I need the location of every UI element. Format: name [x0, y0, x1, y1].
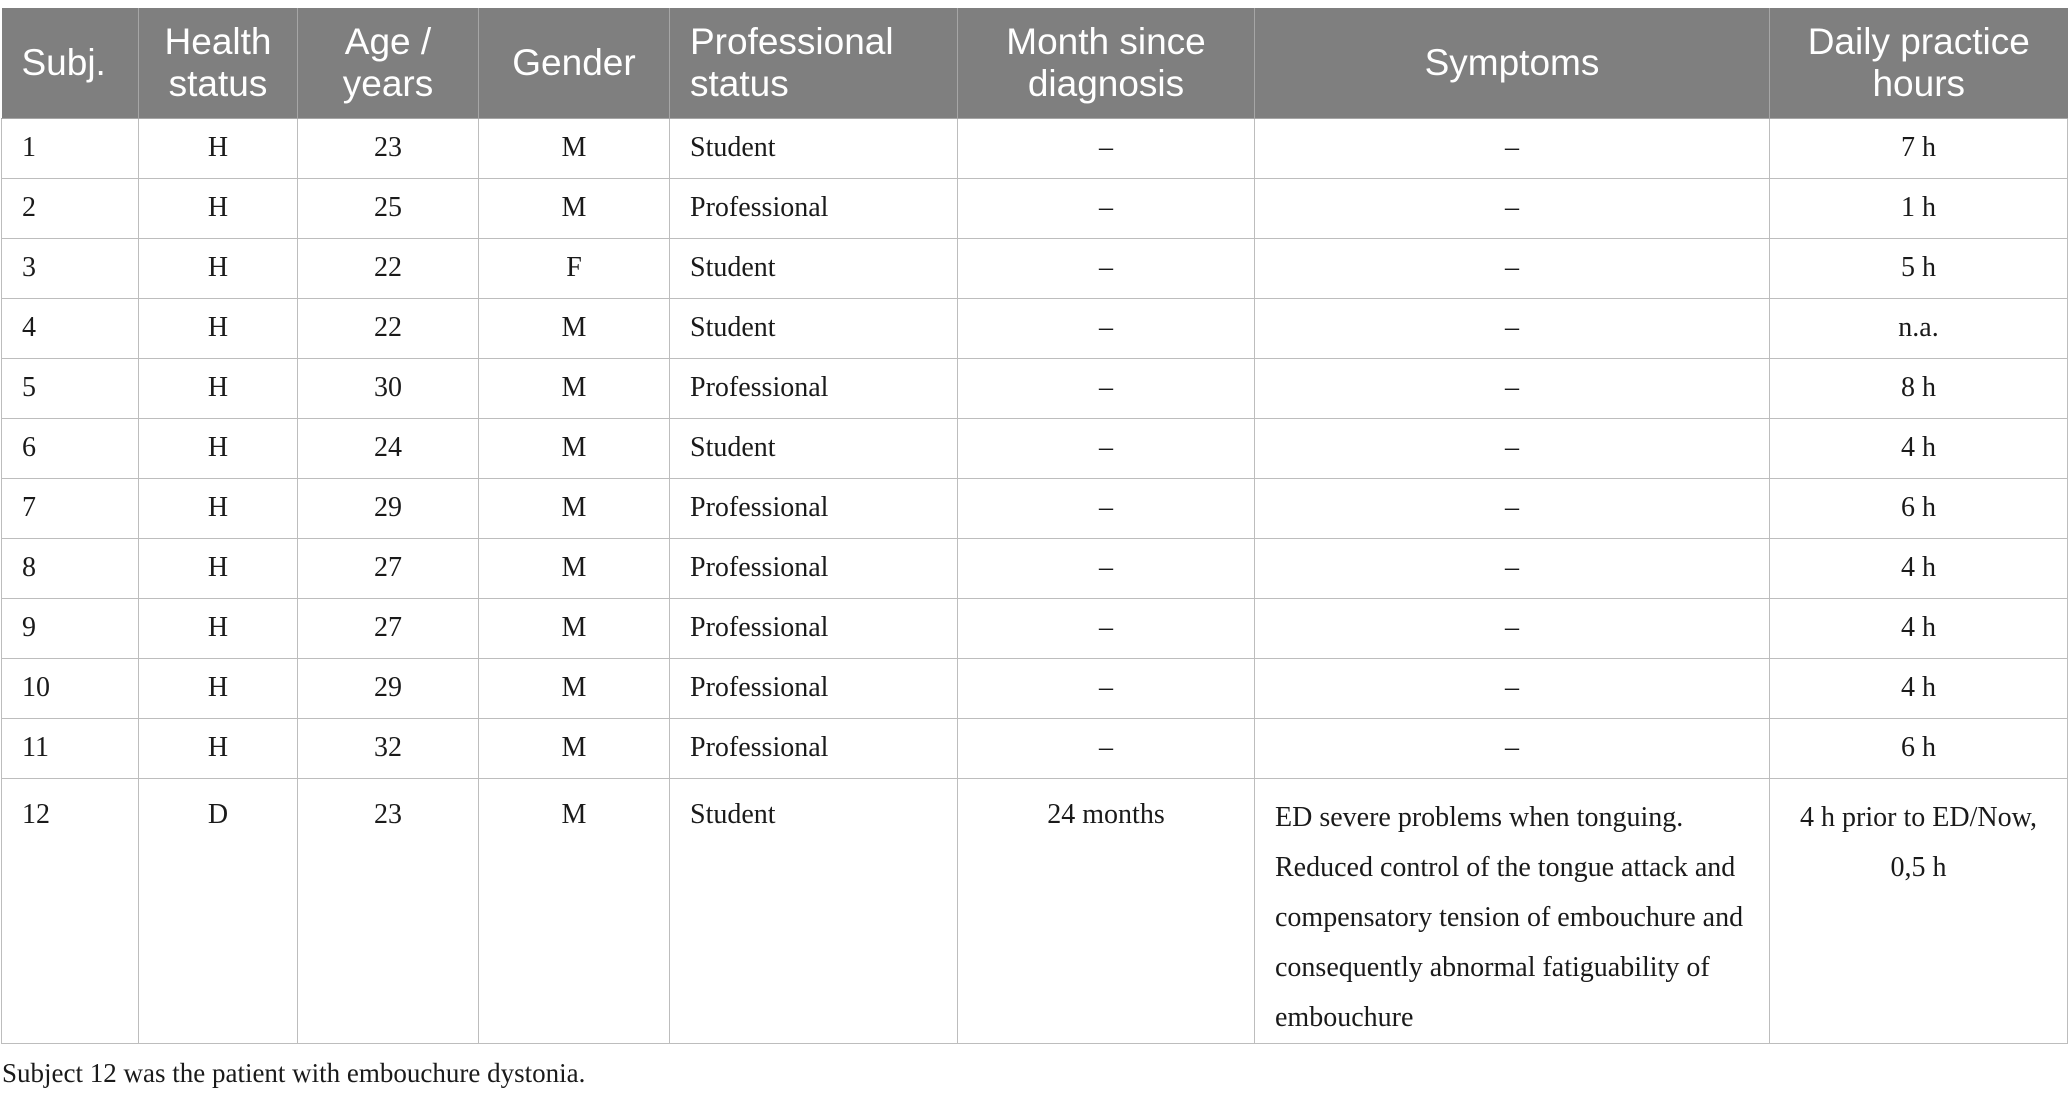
cell-subj: 8: [2, 538, 139, 598]
cell-age: 29: [298, 658, 479, 718]
cell-symptoms: –: [1255, 358, 1770, 418]
cell-gender: M: [479, 358, 670, 418]
cell-professional-status: Student: [670, 238, 958, 298]
cell-symptoms: –: [1255, 718, 1770, 778]
table-row: [2, 238, 2068, 298]
cell-health-status: D: [139, 778, 298, 1043]
cell-age: 22: [298, 238, 479, 298]
cell-age: 24: [298, 418, 479, 478]
cell-month-since-diagnosis: –: [958, 718, 1255, 778]
cell-age: 22: [298, 298, 479, 358]
cell-subj: 11: [2, 718, 139, 778]
cell-symptoms: –: [1255, 598, 1770, 658]
cell-gender: M: [479, 778, 670, 1043]
table-row: [2, 718, 2068, 778]
cell-month-since-diagnosis: –: [958, 238, 1255, 298]
header-daily-practice-hours: Daily practice hours: [1770, 8, 2068, 118]
cell-professional-status: Professional: [670, 358, 958, 418]
cell-professional-status: Professional: [670, 598, 958, 658]
cell-subj: 5: [2, 358, 139, 418]
cell-month-since-diagnosis: –: [958, 418, 1255, 478]
cell-professional-status: Student: [670, 118, 958, 178]
cell-symptoms: –: [1255, 298, 1770, 358]
table-wrapper: [0, 8, 2068, 1089]
cell-health-status: H: [139, 718, 298, 778]
cell-gender: F: [479, 238, 670, 298]
cell-month-since-diagnosis: –: [958, 658, 1255, 718]
cell-professional-status: Professional: [670, 538, 958, 598]
table-row: [2, 178, 2068, 238]
cell-symptoms: –: [1255, 418, 1770, 478]
table-row: [2, 118, 2068, 178]
table-row: [2, 538, 2068, 598]
cell-age: 27: [298, 598, 479, 658]
cell-age: 32: [298, 718, 479, 778]
cell-month-since-diagnosis: –: [958, 538, 1255, 598]
cell-gender: M: [479, 478, 670, 538]
cell-gender: M: [479, 658, 670, 718]
cell-daily-practice-hours: 7 h: [1770, 118, 2068, 178]
header-symptoms: Symptoms: [1255, 8, 1770, 118]
cell-month-since-diagnosis: –: [958, 118, 1255, 178]
cell-daily-practice-hours: 8 h: [1770, 358, 2068, 418]
cell-health-status: H: [139, 118, 298, 178]
cell-daily-practice-hours: 4 h: [1770, 418, 2068, 478]
cell-symptoms: –: [1255, 658, 1770, 718]
cell-gender: M: [479, 298, 670, 358]
cell-health-status: H: [139, 178, 298, 238]
cell-age: 30: [298, 358, 479, 418]
cell-professional-status: Professional: [670, 478, 958, 538]
cell-health-status: H: [139, 538, 298, 598]
cell-daily-practice-hours: 4 h: [1770, 598, 2068, 658]
table-row: [2, 598, 2068, 658]
cell-age: 29: [298, 478, 479, 538]
table-row: [2, 358, 2068, 418]
cell-professional-status: Student: [670, 778, 958, 1043]
cell-subj: 7: [2, 478, 139, 538]
header-gender: Gender: [479, 8, 670, 118]
cell-gender: M: [479, 118, 670, 178]
cell-month-since-diagnosis: –: [958, 298, 1255, 358]
cell-gender: M: [479, 418, 670, 478]
cell-subj: 12: [2, 778, 139, 1043]
header-subj: Subj.: [2, 8, 139, 118]
header-age: Age / years: [298, 8, 479, 118]
cell-symptoms: –: [1255, 178, 1770, 238]
cell-professional-status: Professional: [670, 718, 958, 778]
cell-age: 25: [298, 178, 479, 238]
cell-symptoms: –: [1255, 538, 1770, 598]
cell-subj: 10: [2, 658, 139, 718]
cell-health-status: H: [139, 238, 298, 298]
cell-health-status: H: [139, 658, 298, 718]
header-row: [2, 8, 2068, 118]
cell-gender: M: [479, 538, 670, 598]
cell-daily-practice-hours: 5 h: [1770, 238, 2068, 298]
cell-daily-practice-hours: 4 h: [1770, 538, 2068, 598]
table-footnote: Subject 12 was the patient with embouchure dystonia.: [2, 1057, 586, 1088]
cell-daily-practice-hours: 4 h prior to ED/Now, 0,5 h: [1770, 778, 2068, 1043]
cell-symptoms: –: [1255, 238, 1770, 298]
cell-symptoms: –: [1255, 478, 1770, 538]
header-health-status: Health status: [139, 8, 298, 118]
table-row: [2, 658, 2068, 718]
table-row: [2, 478, 2068, 538]
cell-subj: 6: [2, 418, 139, 478]
cell-symptoms: ED severe problems when tonguing. Reduced control of the tongue attack and compensatory tension of embouchure and consequently abnormal fatiguability of embouchure: [1255, 778, 1770, 1043]
cell-gender: M: [479, 178, 670, 238]
cell-professional-status: Student: [670, 298, 958, 358]
cell-daily-practice-hours: 6 h: [1770, 478, 2068, 538]
cell-daily-practice-hours: n.a.: [1770, 298, 2068, 358]
cell-professional-status: Student: [670, 418, 958, 478]
cell-health-status: H: [139, 598, 298, 658]
cell-professional-status: Professional: [670, 178, 958, 238]
cell-month-since-diagnosis: –: [958, 598, 1255, 658]
cell-professional-status: Professional: [670, 658, 958, 718]
cell-gender: M: [479, 718, 670, 778]
cell-subj: 3: [2, 238, 139, 298]
header-month-since-diagnosis: Month since diagnosis: [958, 8, 1255, 118]
cell-month-since-diagnosis: –: [958, 478, 1255, 538]
cell-subj: 9: [2, 598, 139, 658]
table-row: [2, 778, 2068, 1043]
cell-month-since-diagnosis: –: [958, 178, 1255, 238]
table-row: [2, 298, 2068, 358]
cell-gender: M: [479, 598, 670, 658]
cell-daily-practice-hours: 4 h: [1770, 658, 2068, 718]
subjects-table: [1, 8, 2068, 1044]
cell-age: 23: [298, 778, 479, 1043]
cell-health-status: H: [139, 478, 298, 538]
cell-subj: 1: [2, 118, 139, 178]
cell-daily-practice-hours: 1 h: [1770, 178, 2068, 238]
cell-subj: 4: [2, 298, 139, 358]
cell-daily-practice-hours: 6 h: [1770, 718, 2068, 778]
cell-health-status: H: [139, 418, 298, 478]
table-row: [2, 418, 2068, 478]
cell-health-status: H: [139, 298, 298, 358]
cell-health-status: H: [139, 358, 298, 418]
cell-symptoms: –: [1255, 118, 1770, 178]
cell-month-since-diagnosis: –: [958, 358, 1255, 418]
cell-month-since-diagnosis: 24 months: [958, 778, 1255, 1043]
cell-age: 27: [298, 538, 479, 598]
cell-subj: 2: [2, 178, 139, 238]
cell-age: 23: [298, 118, 479, 178]
header-professional-status: Professional status: [670, 8, 958, 118]
